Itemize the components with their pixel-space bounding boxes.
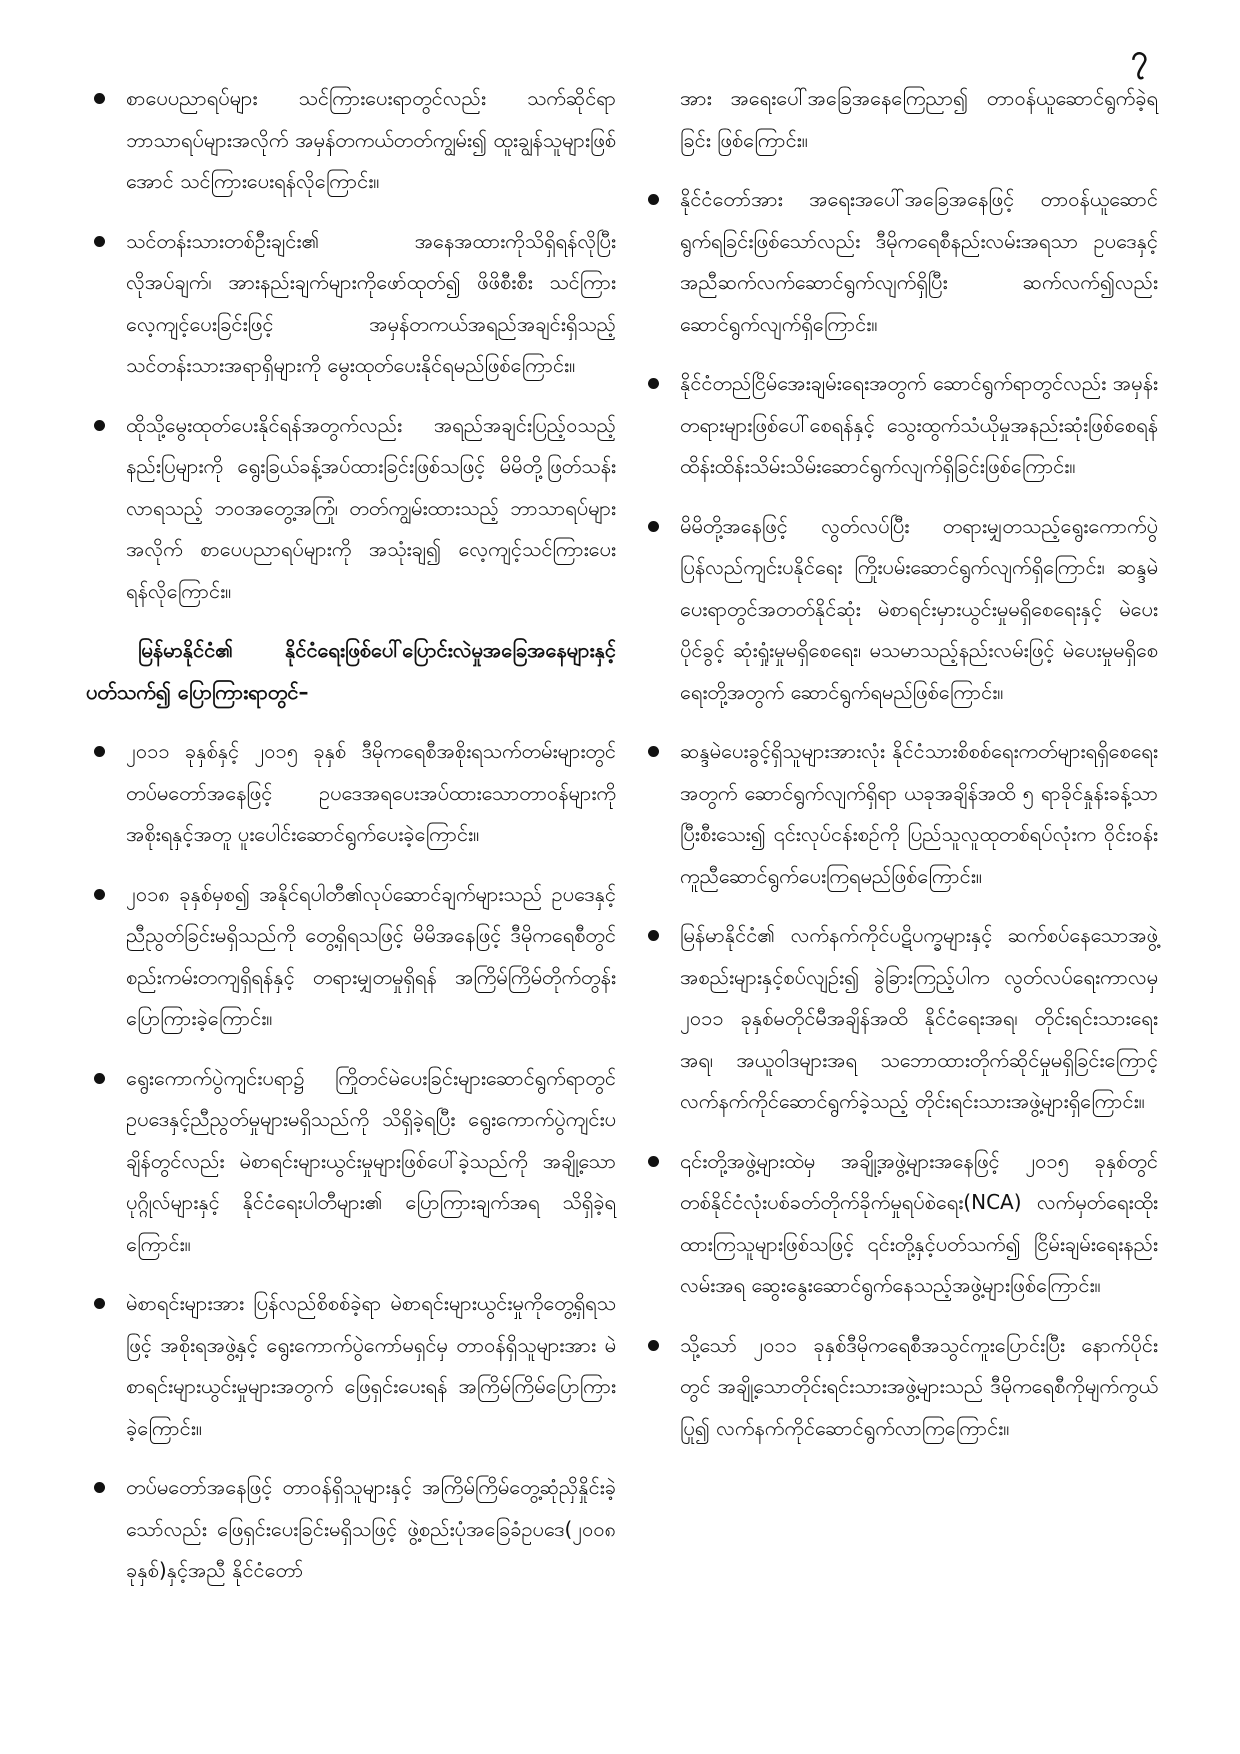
bullet-icon: [648, 1156, 659, 1167]
list-item: [640, 1141, 1158, 1307]
list-item: [640, 1325, 1158, 1450]
bullet-icon: [648, 521, 659, 532]
left-list-before: [86, 78, 616, 612]
list-item: [86, 1467, 616, 1592]
list-item-text: ၂၀၁၈ ခုနှစ်မှစ၍ အနိုင်ရပါတီ၏လုပ်ဆောင်ချက်များသည် ဥပဒေနှင့်ညီညွတ်ခြင်းမရှိသည်ကို တွေ့ရှိရသဖြင့် မိမိအနေဖြင့် ဒီမိုကရေစီတွင် စည်းကမ်းတကျရှိရန်နှင့် တရားမျှတမှုရှိရန် အကြိမ်ကြိမ်တိုက်တွန်းပြောကြားခဲ့ကြောင်း။: [126, 881, 616, 1030]
bullet-icon: [648, 930, 659, 941]
list-item: [640, 363, 1158, 488]
list-item-text: သင်တန်းသားတစ်ဦးချင်း၏ အနေအထားကိုသိရှိရန်လိုပြီး လိုအပ်ချက်၊ အားနည်းချက်များကိုဖော်ထုတ်၍ ဖိဖိစီးစီး သင်ကြားလေ့ကျင့်ပေးခြင်းဖြင့် အမှန်တကယ်အရည်အချင်းရှိသည့်သင်တန်းသားအရာရှိများကို မွေးထုတ်ပေးနိုင်ရမည်ဖြစ်ကြောင်း။: [126, 228, 616, 377]
bullet-icon: [94, 420, 105, 431]
list-item-text: စာပေပညာရပ်များ သင်ကြားပေးရာတွင်လည်း သက်ဆိုင်ရာဘာသာရပ်များအလိုက် အမှန်တကယ်တတ်ကျွမ်း၍ ထူးချွန်သူများဖြစ်အောင် သင်ကြားပေးရန်လိုကြောင်း။: [126, 86, 616, 193]
bullet-icon: [94, 889, 105, 900]
list-item: [640, 179, 1158, 345]
list-item: [86, 221, 616, 387]
list-item: [86, 405, 616, 613]
bullet-icon: [94, 1482, 105, 1493]
list-item-text: ၎င်းတို့အဖွဲ့များထဲမှ အချို့အဖွဲ့များအနေဖြင့် ၂၀၁၅ ခုနှစ်တွင် တစ်နိုင်ငံလုံးပစ်ခတ်တိုက်ခိုက်မှုရပ်စဲရေး(NCA) လက်မှတ်ရေးထိုးထားကြသူများဖြစ်သဖြင့် ၎င်းတို့နှင့်ပတ်သက်၍ ငြိမ်းချမ်းရေးနည်းလမ်းအရ ဆွေးနွေးဆောင်ရွက်နေသည့်အဖွဲ့များဖြစ်ကြောင်း။: [680, 1148, 1158, 1297]
list-item-text: မြန်မာနိုင်ငံ၏ လက်နက်ကိုင်ပဋိပက္ခများနှင့် ဆက်စပ်နေသောအဖွဲ့အစည်းများနှင့်စပ်လျဉ်း၍ ခွဲခြားကြည့်ပါက လွတ်လပ်ရေးကာလမှ ၂၀၁၁ ခုနှစ်မတိုင်မီအချိန်အထိ နိုင်ငံရေးအရ၊ တိုင်းရင်းသားရေးအရ၊ အယူဝါဒများအရ သဘောထားတိုက်ဆိုင်မှုမရှိခြင်းကြောင့် လက်နက်ကိုင်ဆောင်ရွက်ခဲ့သည့် တိုင်းရင်းသားအဖွဲ့များရှိကြောင်း။: [680, 923, 1158, 1113]
bullet-icon: [94, 1073, 105, 1084]
bullet-icon: [648, 1340, 659, 1351]
list-item-text: သို့သော် ၂၀၁၁ ခုနှစ်ဒီမိုကရေစီအသွင်ကူးပြောင်းပြီး နောက်ပိုင်းတွင် အချို့သောတိုင်းရင်းသားအဖွဲ့များသည် ဒီမိုကရေစီကိုမျက်ကွယ်ပြု၍ လက်နက်ကိုင်ဆောင်ရွက်လာကြကြောင်း။: [680, 1332, 1158, 1440]
list-item: [640, 915, 1158, 1123]
bullet-icon: [648, 746, 659, 757]
right-list: [640, 179, 1158, 1449]
list-item: [640, 506, 1158, 714]
list-item: [86, 731, 616, 856]
page-number: ၇: [1131, 39, 1148, 74]
bullet-icon: [94, 236, 105, 247]
list-item-text: နိုင်ငံတည်ငြိမ်အေးချမ်းရေးအတွက် ဆောင်ရွက်ရာတွင်လည်း အမှန်းတရားများဖြစ်ပေါ်စေရန်နှင့် သွေးထွက်သံယိုမှုအနည်းဆုံးဖြစ်စေရန် ထိန်းထိန်းသိမ်းသိမ်းဆောင်ရွက်လျက်ရှိခြင်းဖြစ်ကြောင်း။: [680, 371, 1158, 478]
continuation-text: အား အရေးပေါ်အခြေအနေကြေညာ၍ တာဝန်ယူဆောင်ရွက်ခဲ့ရခြင်း ဖြစ်ကြောင်း။: [680, 86, 1158, 152]
bullet-icon: [648, 378, 659, 389]
list-item: [86, 874, 616, 1040]
list-item-text: နိုင်ငံတော်အား အရေးအပေါ်အခြေအနေဖြင့် တာဝန်ယူဆောင်ရွက်ရခြင်းဖြစ်သော်လည်း ဒီမိုကရေစီနည်းလမ်းအရသာ ဥပဒေနှင့်အညီဆက်လက်ဆောင်ရွက်လျက်ရှိပြီး ဆက်လက်၍လည်း ဆောင်ရွက်လျက်ရှိကြောင်း။: [680, 187, 1158, 336]
list-item-text: ရွေးကောက်ပွဲကျင်းပရာ၌ ကြိုတင်မဲပေးခြင်းများဆောင်ရွက်ရာတွင် ဥပဒေနှင့်ညီညွတ်မှုများမရှိသည်ကို သိရှိခဲ့ရပြီး ရွေးကောက်ပွဲကျင်းပချိန်တွင်လည်း မဲစာရင်းများယွင်းမှုများဖြစ်ပေါ်ခဲ့သည်ကို အချို့သောပုဂ္ဂိုလ်များနှင့် နိုင်ငံရေးပါတီများ၏ ပြောကြားချက်အရ သိရှိခဲ့ရကြောင်း။: [126, 1065, 616, 1256]
right-column: [640, 78, 1158, 1467]
list-item: [86, 78, 616, 203]
bullet-icon: [94, 1298, 105, 1309]
bullet-icon: [648, 194, 659, 205]
list-item-text: ဆန္ဒမဲပေးခွင့်ရှိသူများအားလုံး နိုင်ငံသားစိစစ်ရေးကတ်များရရှိစေရေးအတွက် ဆောင်ရွက်လျက်ရှိရာ ယခုအချိန်အထိ ၅ ရာခိုင်နှုန်းခန့်သာပြီးစီးသေး၍ ၎င်းလုပ်ငန်းစဉ်ကို ပြည်သူလူထုတစ်ရပ်လုံးက ဝိုင်းဝန်းကူညီဆောင်ရွက်ပေးကြရမည်ဖြစ်ကြောင်း။: [680, 739, 1158, 888]
bullet-icon: [94, 93, 105, 104]
left-column: [86, 78, 616, 1610]
left-list-after: [86, 731, 616, 1592]
list-item: [86, 1283, 616, 1449]
list-item-text: ၂၀၁၁ ခုနှစ်နှင့် ၂၀၁၅ ခုနှစ် ဒီမိုကရေစီအစိုးရသက်တမ်းများတွင် တပ်မတော်အနေဖြင့် ဥပဒေအရပေးအပ်ထားသောတာဝန်များကို အစိုးရနှင့်အတူ ပူးပေါင်းဆောင်ရွက်ပေးခဲ့ကြောင်း။: [126, 739, 616, 846]
list-item-text: တပ်မတော်အနေဖြင့် တာဝန်ရှိသူများနှင့် အကြိမ်ကြိမ်တွေ့ဆုံညှိနှိုင်းခဲ့သော်လည်း ဖြေရှင်းပေးခြင်းမရှိသဖြင့် ဖွဲ့စည်းပုံအခြေခံဥပဒေ(၂၀၀၈ ခုနှစ်)နှင့်အညီ နိုင်ငံတော်: [126, 1475, 616, 1582]
bullet-icon: [94, 746, 105, 757]
list-item: [86, 1058, 616, 1266]
section-heading: မြန်မာနိုင်ငံ၏ နိုင်ငံရေးဖြစ်ပေါ်ပြောင်းလဲမှုအခြေအနေများနှင့်ပတ်သက်၍ ပြောကြားရာတွင်–: [86, 638, 616, 704]
list-item-text: ထိုသို့မွေးထုတ်ပေးနိုင်ရန်အတွက်လည်း အရည်အချင်းပြည့်ဝသည့် နည်းပြများကို ရွေးခြယ်ခန့်အပ်ထားခြင်းဖြစ်သဖြင့် မိမိတို့ဖြတ်သန်းလာရသည့် ဘဝအတွေ့အကြုံ၊ တတ်ကျွမ်းထားသည့် ဘာသာရပ်များအလိုက် စာပေပညာရပ်များကို အသုံးချ၍ လေ့ကျင့်သင်ကြားပေးရန်လိုကြောင်း။: [126, 412, 616, 603]
list-item-text: မဲစာရင်းများအား ပြန်လည်စိစစ်ခဲ့ရာ မဲစာရင်းများယွင်းမှုကိုတွေ့ရှိရသဖြင့် အစိုးရအဖွဲ့နှင့် ရွေးကောက်ပွဲကော်မရှင်မှ တာဝန်ရှိသူများအား မဲစာရင်းများယွင်းမှုများအတွက် ဖြေရှင်းပေးရန် အကြိမ်ကြိမ်ပြောကြားခဲ့ကြောင်း။: [126, 1291, 616, 1440]
list-item: [640, 731, 1158, 897]
list-item-text: မိမိတို့အနေဖြင့် လွတ်လပ်ပြီး တရားမျှတသည့်ရွေးကောက်ပွဲပြန်လည်ကျင်းပနိုင်ရေး ကြိုးပမ်းဆောင်ရွက်လျက်ရှိကြောင်း၊ ဆန္ဒမဲပေးရာတွင်အတတ်နိုင်ဆုံး မဲစာရင်းမှားယွင်းမှုမရှိစေရေးနှင့် မဲပေးပိုင်ခွင့် ဆုံးရှုံးမှုမရှိစေရေး၊ မသမာသည့်နည်းလမ်းဖြင့် မဲပေးမှုမရှိစေရေးတို့အတွက် ဆောင်ရွက်ရမည်ဖြစ်ကြောင်း။: [680, 513, 1158, 704]
